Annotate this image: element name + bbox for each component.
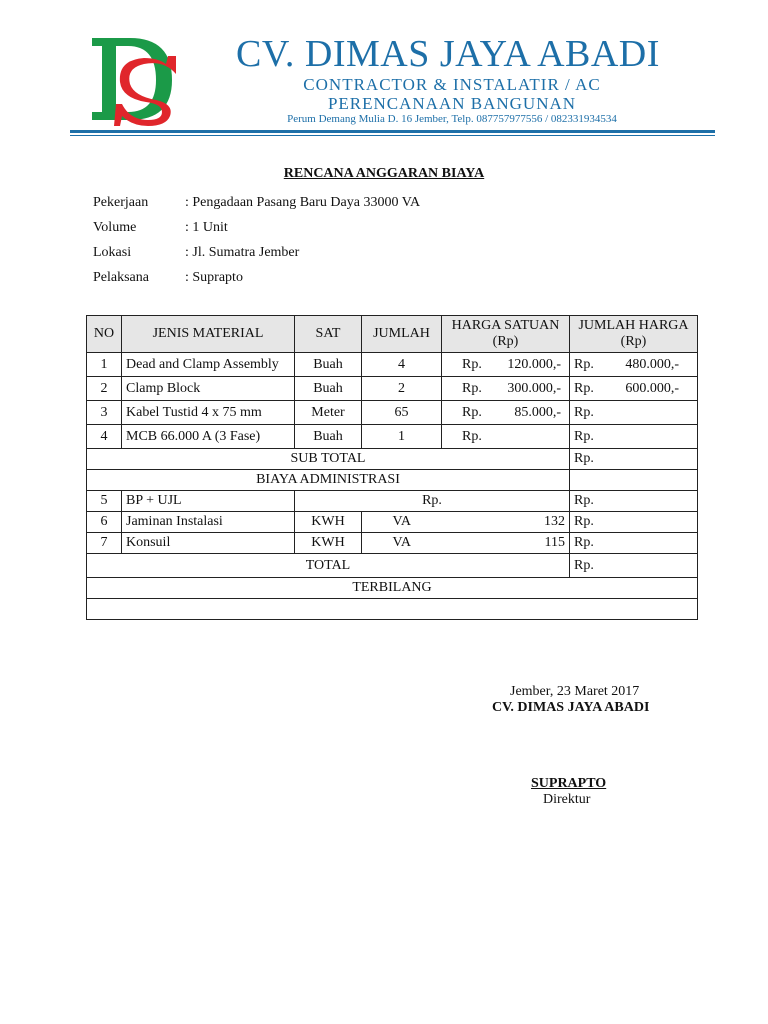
- currency-label: Rp.: [462, 380, 482, 396]
- info-row-pelaksana: [93, 265, 420, 290]
- cell-jumlah-harga: [570, 401, 698, 425]
- cell-material: Konsuil: [122, 533, 295, 554]
- price-value: 85.000,-: [514, 404, 561, 420]
- cell-sat: Meter: [295, 401, 362, 425]
- terbilang-value: [87, 599, 698, 620]
- header-jumlah: JUMLAH: [362, 316, 442, 353]
- letterhead-rule-thin: [70, 135, 715, 136]
- header-material: JENIS MATERIAL: [122, 316, 295, 353]
- cell-harga-satuan: [442, 353, 570, 377]
- cell-material: MCB 66.000 A (3 Fase): [122, 425, 295, 449]
- currency-label: Rp.: [574, 428, 594, 444]
- cell-jumlah: 4: [362, 353, 442, 377]
- cell-jumlah-harga: [570, 353, 698, 377]
- cell-jumlah-harga: Rp.: [570, 533, 698, 554]
- info-label: Pekerjaan: [93, 194, 149, 210]
- sub-total-row: [87, 449, 698, 470]
- info-value: : Pengadaan Pasang Baru Daya 33000 VA: [185, 194, 421, 210]
- signature-name: SUPRAPTO: [531, 776, 607, 791]
- company-tagline-1: CONTRACTOR & INSTALATIR / AC: [303, 75, 601, 94]
- signature-company: CV. DIMAS JAYA ABADI: [492, 700, 650, 715]
- cell-material: Clamp Block: [122, 377, 295, 401]
- cell-jumlah-harga: [570, 377, 698, 401]
- cell-material: Dead and Clamp Assembly: [122, 353, 295, 377]
- admin-label: BIAYA ADMINISTRASI: [87, 470, 570, 491]
- header-no: NO: [87, 316, 122, 353]
- price-value: 120.000,-: [507, 356, 561, 372]
- table-row: [87, 425, 698, 449]
- cell-sat: KWH: [295, 533, 362, 554]
- company-name: CV. DIMAS JAYA ABADI: [236, 33, 660, 75]
- total-value: [679, 429, 693, 445]
- terbilang-row: [87, 578, 698, 599]
- info-value: : 1 Unit: [185, 219, 228, 235]
- cell-sat: Buah: [295, 377, 362, 401]
- currency-label: Rp.: [574, 380, 594, 396]
- cell-biaya: Rp.: [295, 491, 570, 512]
- cell-harga-satuan: [442, 401, 570, 425]
- table-row: [87, 353, 698, 377]
- cell-value: 115: [442, 533, 570, 554]
- table-row: [87, 377, 698, 401]
- cell-unit: VA: [362, 512, 442, 533]
- info-row-lokasi: [93, 240, 420, 265]
- sub-total-value: Rp.: [570, 449, 698, 470]
- cell-harga-satuan: [442, 377, 570, 401]
- signature-place-date: Jember, 23 Maret 2017: [510, 684, 640, 699]
- total-row: [87, 554, 698, 578]
- cell-sat: Buah: [295, 425, 362, 449]
- currency-label: Rp.: [574, 404, 594, 420]
- company-logo: [86, 34, 186, 130]
- total-value: [679, 405, 693, 421]
- table-row: [87, 512, 698, 533]
- cell-harga-satuan: [442, 425, 570, 449]
- table-row: [87, 401, 698, 425]
- currency-label: Rp.: [574, 356, 594, 372]
- cell-sat: Buah: [295, 353, 362, 377]
- header-jumlah-harga: JUMLAH HARGA (Rp): [570, 316, 698, 353]
- info-label: Volume: [93, 219, 137, 235]
- cell-jumlah: 1: [362, 425, 442, 449]
- company-tagline-2: PERENCANAAN BANGUNAN: [327, 94, 577, 113]
- cell-no: 4: [87, 425, 122, 449]
- cell-sat: KWH: [295, 512, 362, 533]
- total-value: Rp.: [570, 554, 698, 578]
- info-row-volume: [93, 215, 420, 240]
- admin-empty-cell: [570, 470, 698, 491]
- cell-no: 2: [87, 377, 122, 401]
- terbilang-label: TERBILANG: [87, 578, 698, 599]
- currency-label: Rp.: [462, 428, 482, 444]
- price-value: 300.000,-: [507, 380, 561, 396]
- total-value: 600.000,-: [625, 380, 679, 396]
- currency-label: Rp.: [462, 356, 482, 372]
- header-sat: SAT: [295, 316, 362, 353]
- cell-material: BP + UJL: [122, 491, 295, 512]
- info-label: Pelaksana: [93, 269, 149, 285]
- cell-no: 6: [87, 512, 122, 533]
- cell-material: Kabel Tustid 4 x 75 mm: [122, 401, 295, 425]
- currency-label: Rp.: [462, 404, 482, 420]
- total-value: 480.000,-: [625, 356, 679, 372]
- cell-unit: VA: [362, 533, 442, 554]
- info-value: : Suprapto: [185, 269, 243, 285]
- table-row: [87, 533, 698, 554]
- table-row: [87, 491, 698, 512]
- sub-total-label: SUB TOTAL: [87, 449, 570, 470]
- cell-jumlah: 65: [362, 401, 442, 425]
- info-label: Lokasi: [93, 244, 132, 260]
- cell-no: 7: [87, 533, 122, 554]
- project-info: [93, 190, 420, 290]
- header-harga-satuan: HARGA SATUAN (Rp): [442, 316, 570, 353]
- cell-jumlah: 2: [362, 377, 442, 401]
- cell-jumlah-harga: [570, 425, 698, 449]
- total-label: TOTAL: [87, 554, 570, 578]
- budget-table: [86, 315, 698, 620]
- cell-no: 5: [87, 491, 122, 512]
- signature-role: Direktur: [543, 792, 591, 807]
- price-value: [561, 429, 565, 445]
- cell-jumlah-harga: Rp.: [570, 491, 698, 512]
- terbilang-value-row: [87, 599, 698, 620]
- admin-header-row: [87, 470, 698, 491]
- cell-no: 1: [87, 353, 122, 377]
- letterhead-rule: [70, 130, 715, 133]
- info-value: : Jl. Sumatra Jember: [185, 244, 300, 260]
- cell-material: Jaminan Instalasi: [122, 512, 295, 533]
- cell-jumlah-harga: Rp.: [570, 512, 698, 533]
- table-header-row: [87, 316, 698, 353]
- company-address: Perum Demang Mulia D. 16 Jember, Telp. 087757977556 / 082331934534: [287, 113, 617, 125]
- cell-no: 3: [87, 401, 122, 425]
- info-row-pekerjaan: [93, 190, 420, 215]
- document-title: RENCANA ANGGARAN BIAYA: [283, 166, 485, 181]
- cell-value: 132: [442, 512, 570, 533]
